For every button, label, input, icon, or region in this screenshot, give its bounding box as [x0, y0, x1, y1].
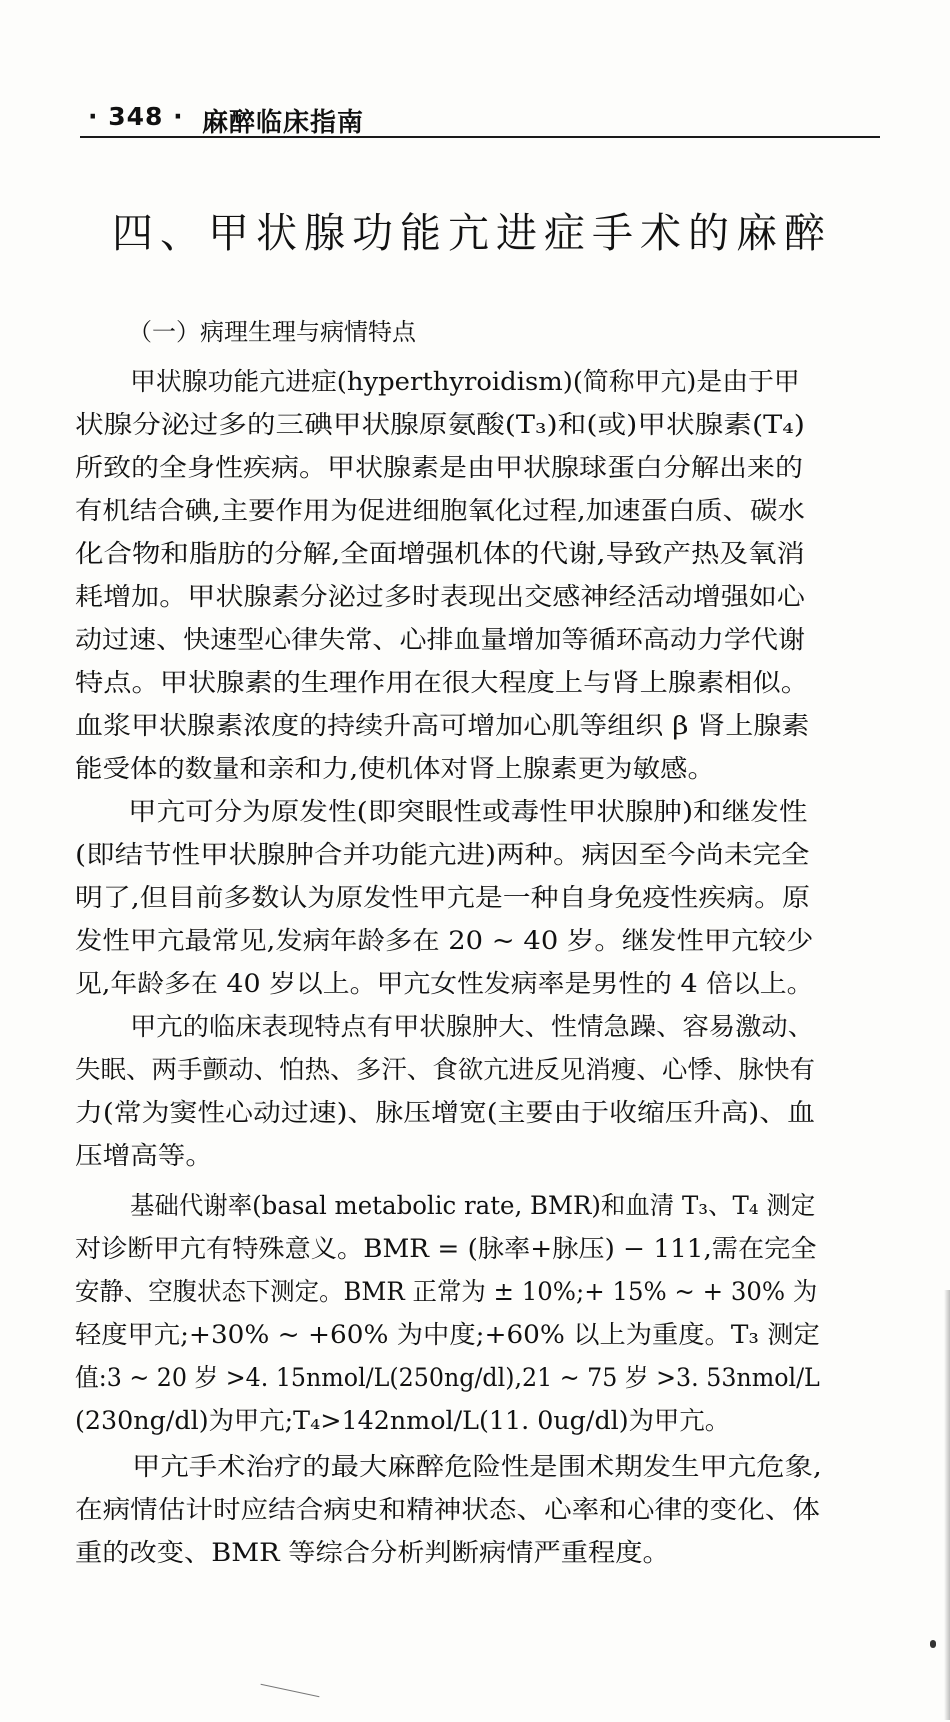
body-line: 状腺分泌过多的三碘甲状腺原氨酸(T₃)和(或)甲状腺素(T₄) [75, 410, 805, 439]
section-title: 四、甲状腺功能亢进症手术的麻醉 [112, 209, 832, 257]
page-number: · 348 · [88, 102, 184, 131]
body-line: 耗增加。甲状腺素分泌过多时表现出交感神经活动增强如心 [75, 582, 806, 611]
body-line: 见,年龄多在 40 岁以上。甲亢女性发病率是男性的 4 倍以上。 [75, 969, 814, 998]
body-line: 化合物和脂肪的分解,全面增强机体的代谢,导致产热及氧消 [75, 539, 805, 568]
body-line: 对诊断甲亢有特殊意义。BMR = (脉率+脉压) − 111,需在完全 [75, 1234, 817, 1263]
body-line: 压增高等。 [75, 1141, 214, 1170]
body-line: 明了,但目前多数认为原发性甲亢是一种自身免疫性疾病。原 [75, 883, 810, 912]
book-title: 麻醉临床指南 [202, 108, 365, 138]
body-line: 甲亢的临床表现特点有甲状腺肿大、性情急躁、容易激动、 [130, 1012, 815, 1041]
subsection-title: （一）病理生理与病情特点 [128, 318, 416, 346]
body-line: 血浆甲状腺素浓度的持续升高可增加心肌等组织 β 肾上腺素 [75, 711, 810, 740]
page-header [80, 96, 880, 138]
body-line: 有机结合碘,主要作用为促进细胞氧化过程,加速蛋白质、碳水 [75, 496, 805, 525]
body-line: 重的改变、BMR 等综合分析判断病情严重程度。 [75, 1538, 670, 1567]
page-edge-shadow [944, 1290, 950, 1720]
body-line: 发性甲亢最常见,发病年龄多在 20 ~ 40 岁。继发性甲亢较少 [75, 926, 814, 955]
body-line: 力(常为窦性心动过速)、脉压增宽(主要由于收缩压升高)、血 [75, 1098, 816, 1127]
body-line: 失眠、两手颤动、怕热、多汗、食欲亢进反见消瘦、心悸、脉快有 [75, 1055, 816, 1084]
scan-speck [261, 1684, 320, 1697]
body-line: 甲亢可分为原发性(即突眼性或毒性甲状腺肿)和继发性 [128, 797, 808, 826]
scan-speck [930, 1640, 936, 1648]
body-line: 安静、空腹状态下测定。BMR 正常为 ± 10%;+ 15% ~ + 30% 为 [75, 1277, 818, 1306]
body-line: (230ng/dl)为甲亢;T₄>142nmol/L(11. 0ug/dl)为甲亢。 [75, 1406, 731, 1435]
body-line: 动过速、快速型心律失常、心排血量增加等循环高动力学代谢 [75, 625, 806, 654]
body-line: 值:3 ~ 20 岁 >4. 15nmol/L(250ng/dl),21 ~ 75 岁 >3. 53nmol/L [75, 1363, 820, 1392]
body-line: 基础代谢率(basal metabolic rate, BMR)和血清 T₃、T₄ 测定 [130, 1191, 816, 1220]
body-line: 在病情估计时应结合病史和精神状态、心率和心律的变化、体 [75, 1495, 821, 1524]
body-line: 能受体的数量和亲和力,使机体对肾上腺素更为敏感。 [75, 754, 715, 783]
body-line: (即结节性甲状腺肿合并功能亢进)两种。病因至今尚未完全 [75, 840, 810, 869]
body-line: 轻度甲亢;+30% ~ +60% 为中度;+60% 以上为重度。T₃ 测定 [75, 1320, 820, 1349]
body-line: 所致的全身性疾病。甲状腺素是由甲状腺球蛋白分解出来的 [75, 453, 804, 482]
body-line: 特点。甲状腺素的生理作用在很大程度上与肾上腺素相似。 [75, 668, 810, 697]
body-line: 甲状腺功能亢进症(hyperthyroidism)(简称甲亢)是由于甲 [130, 367, 800, 396]
body-line: 甲亢手术治疗的最大麻醉危险性是围术期发生甲亢危象, [132, 1452, 822, 1481]
